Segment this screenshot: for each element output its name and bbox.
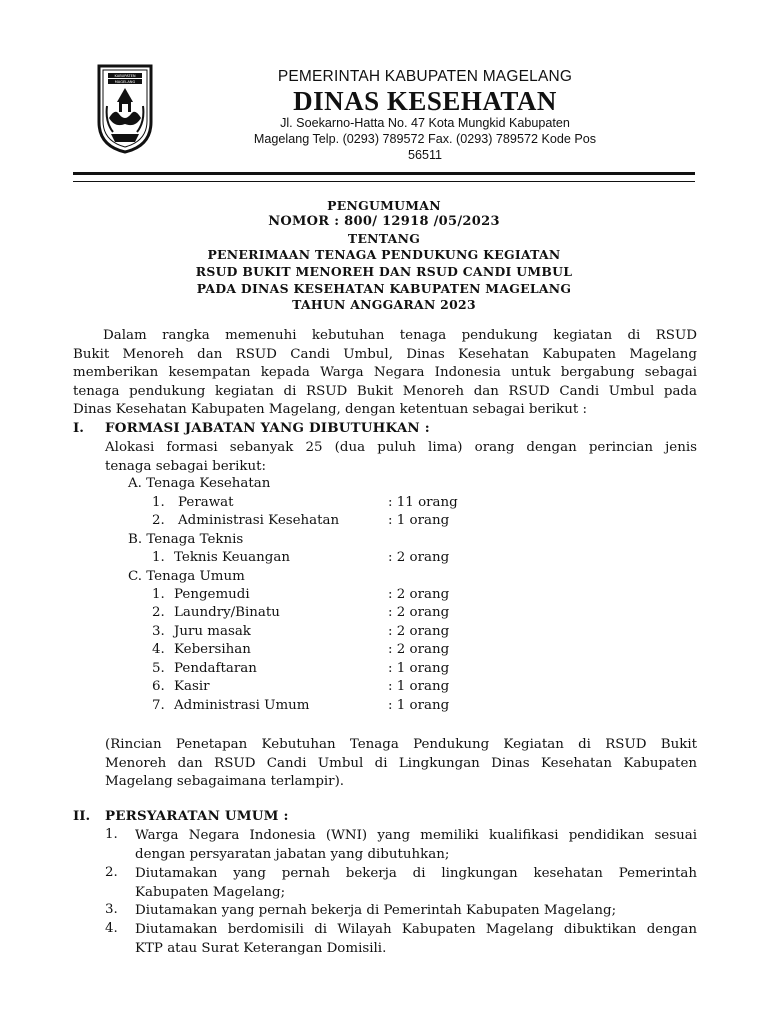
group-b-item-1-num: 1.	[152, 550, 165, 565]
group-c-item-3-name: Juru masak	[174, 624, 251, 639]
section-1-note	[105, 736, 697, 792]
requirement-4-line-2: KTP atau Surat Keterangan Domisili.	[135, 940, 387, 956]
group-c-item-5-count: : 1 orang	[388, 661, 450, 676]
section-1-note-line-2: Menoreh dan RSUD Candi Umbul di Lingkungan Dinas Kesehatan Kabupaten	[105, 755, 697, 771]
announcement-subject-line-2: RSUD BUKIT MENOREH DAN RSUD CANDI UMBUL	[195, 264, 573, 279]
group-b-item-1-name: Teknis Keuangan	[174, 550, 290, 565]
requirement-2-line-1: Diutamakan yang pernah bekerja di lingkungan kesehatan Pemerintah	[135, 866, 697, 881]
group-c-item-7-count: : 1 orang	[388, 698, 450, 713]
requirement-4-num: 4.	[105, 921, 118, 936]
group-c-item-7-name: Administrasi Umum	[174, 698, 310, 713]
logo-text-top: KABUPATEN	[114, 74, 136, 78]
group-a-item-2-name: Administrasi Kesehatan	[178, 513, 340, 528]
requirement-2-line-2: Kabupaten Magelang;	[135, 884, 286, 900]
group-c-item-4-count: : 2 orang	[388, 642, 450, 657]
letterhead-address	[205, 115, 645, 163]
requirement-3-text	[135, 902, 697, 921]
group-a-item-1-num: 1.	[152, 495, 165, 510]
logo-text-bottom: MAGELANG	[114, 80, 136, 84]
section-1-note-line-1: (Rincian Penetapan Kebutuhan Tenaga Pendukung Kegiatan di RSUD Bukit	[105, 737, 697, 752]
group-a-item-1-count: : 11 orang	[388, 495, 458, 510]
announcement-about: TENTANG	[347, 231, 421, 246]
group-c-item-4-num: 4.	[152, 642, 165, 657]
group-c-item-1-num: 1.	[152, 587, 165, 602]
group-c-item-2-num: 2.	[152, 605, 165, 620]
government-name: PEMERINTAH KABUPATEN MAGELANG	[277, 68, 573, 85]
requirement-1-line-1: Warga Negara Indonesia (WNI) yang memiliki kualifikasi pendidikan sesuai	[135, 828, 697, 843]
requirement-4-text	[135, 921, 697, 958]
group-a-item-2-count: : 1 orang	[388, 513, 450, 528]
address-line-2: Magelang Telp. (0293) 789572 Fax. (0293) 789572 Kode Pos	[253, 132, 597, 146]
section-2-title: PERSYARATAN UMUM :	[105, 808, 289, 824]
group-c-item-1-count: : 2 orang	[388, 587, 450, 602]
magelang-regency-emblem-icon	[95, 62, 155, 154]
section-1-description	[105, 439, 697, 476]
group-c-item-1-name: Pengemudi	[174, 587, 250, 602]
letterhead-divider-thin	[73, 181, 695, 182]
intro-line-2: Bukit Menoreh dan RSUD Candi Umbul, Dinas Kesehatan Kabupaten Magelang	[73, 346, 697, 362]
address-line-3: 56511	[407, 148, 443, 162]
group-c-item-2-count: : 2 orang	[388, 605, 450, 620]
group-c-item-3-count: : 2 orang	[388, 624, 450, 639]
requirement-1-text	[135, 827, 697, 864]
intro-paragraph	[73, 327, 697, 420]
group-c-item-4-name: Kebersihan	[174, 642, 251, 657]
group-b-label: B. Tenaga Teknis	[128, 532, 244, 547]
group-a-label: A. Tenaga Kesehatan	[128, 476, 271, 491]
section-1-number: I.	[73, 420, 84, 436]
group-c-item-2-name: Laundry/Binatu	[174, 605, 280, 620]
group-c-item-5-name: Pendaftaran	[174, 661, 257, 676]
intro-line-3: memberikan kesempatan kepada Warga Negara Indonesia untuk bergabung sebagai	[73, 365, 697, 380]
group-c-item-3-num: 3.	[152, 624, 165, 639]
requirement-4-line-1: Diutamakan berdomisili di Wilayah Kabupaten Magelang dibuktikan dengan	[135, 922, 697, 937]
section-1-note-line-3: Magelang sebagaimana terlampir).	[105, 774, 345, 789]
requirement-2-text	[135, 865, 697, 902]
section-1-desc-line-1: Alokasi formasi sebanyak 25 (dua puluh lima) orang dengan perincian jenis	[105, 440, 697, 455]
group-a-item-1-name: Perawat	[178, 495, 234, 510]
section-1-title: FORMASI JABATAN YANG DIBUTUHKAN :	[105, 420, 430, 436]
intro-line-1: Dalam rangka memenuhi kebutuhan tenaga pendukung kegiatan di RSUD	[103, 328, 697, 343]
announcement-subject-line-1: PENERIMAAN TENAGA PENDUKUNG KEGIATAN	[207, 247, 561, 262]
announcement-number: NOMOR : 800/ 12918 /05/2023	[268, 214, 500, 229]
announcement-subject-line-3: PADA DINAS KESEHATAN KABUPATEN MAGELANG	[196, 281, 572, 296]
group-c-item-7-num: 7.	[152, 698, 165, 713]
group-c-item-6-count: : 1 orang	[388, 679, 450, 694]
requirement-3-line-1: Diutamakan yang pernah bekerja di Pemerintah Kabupaten Magelang;	[135, 903, 617, 918]
announcement-label: PENGUMUMAN	[327, 198, 441, 213]
address-line-1: Jl. Soekarno-Hatta No. 47 Kota Mungkid Kabupaten	[280, 116, 570, 130]
group-c-label: C. Tenaga Umum	[128, 569, 245, 584]
requirement-2-num: 2.	[105, 865, 118, 880]
department-name: DINAS KESEHATAN	[293, 86, 557, 116]
intro-line-5: Dinas Kesehatan Kabupaten Magelang, dengan ketentuan sebagai berikut :	[73, 402, 587, 417]
intro-line-4: tenaga pendukung kegiatan di RSUD Bukit Menoreh dan RSUD Candi Umbul pada	[73, 383, 697, 399]
section-1-desc-line-2: tenaga sebagai berikut:	[105, 458, 266, 474]
group-c-item-5-num: 5.	[152, 661, 165, 676]
requirement-3-num: 3.	[105, 902, 118, 917]
group-c-item-6-num: 6.	[152, 679, 165, 694]
requirement-1-line-2: dengan persyaratan jabatan yang dibutuhkan;	[135, 846, 450, 862]
group-b-item-1-count: : 2 orang	[388, 550, 450, 565]
section-2-number: II.	[73, 808, 91, 824]
requirement-1-num: 1.	[105, 827, 118, 842]
announcement-subject-line-4: TAHUN ANGGARAN 2023	[292, 297, 476, 312]
group-a-item-2-num: 2.	[152, 513, 165, 528]
letterhead-divider-thick	[73, 172, 695, 175]
group-c-item-6-name: Kasir	[174, 679, 210, 694]
